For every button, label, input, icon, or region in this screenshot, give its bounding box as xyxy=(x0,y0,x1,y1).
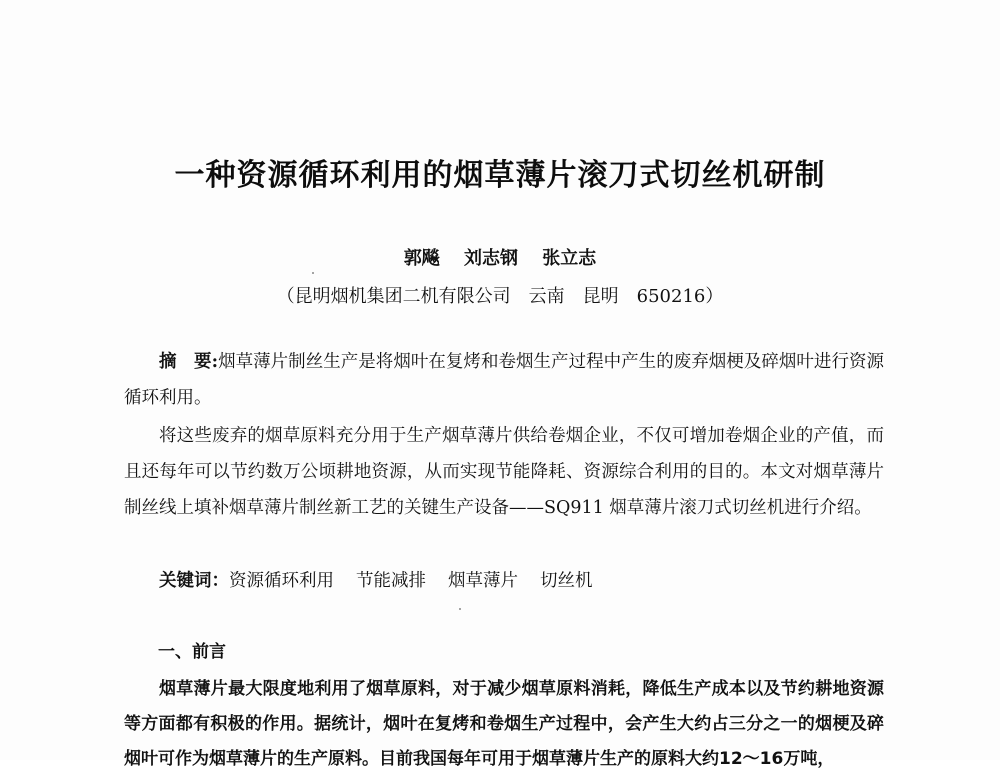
body-paragraph: 烟草薄片最大限度地利用了烟草原料，对于减少烟草原料消耗，降低生产成本以及节约耕地资源等方面都有积极的作用。据统计，烟叶在复烤和卷烟生产过程中，会产生大约占三分之一的烟梗及碎烟叶可作为烟草薄片的生产原料。目前我国每年可用于烟草薄片生产的原料大约12～16万吨， xyxy=(124,679,884,769)
abstract-text: 烟草薄片制丝生产是将烟叶在复烤和卷烟生产过程中产生的废弃烟梗及碎烟叶进行资源循环利用。 xyxy=(124,352,884,408)
scan-speck xyxy=(459,608,461,610)
keywords-label: 关键词： xyxy=(159,571,229,591)
abstract xyxy=(124,344,884,416)
author-name: 张立志 xyxy=(542,248,597,269)
abstract-paragraph-2: 将这些废弃的烟草原料充分用于生产烟草薄片供给卷烟企业，不仅可增加卷烟企业的产值，而且还每年可以节约数万公顷耕地资源，从而实现节能降耗、资源综合利用的目的。本文对烟草薄片制丝线上填补烟草薄片制丝新工艺的关键生产设备——SQ911 烟草薄片滚刀式切丝机进行介绍。 xyxy=(124,426,884,518)
keyword: 烟草薄片 xyxy=(448,571,518,591)
keywords xyxy=(124,563,884,599)
section-heading: 一、前言 xyxy=(158,642,226,662)
paper-title: 一种资源循环利用的烟草薄片滚刀式切丝机研制 xyxy=(174,158,826,193)
keyword: 资源循环利用 xyxy=(229,571,334,591)
affiliation: （昆明烟机集团二机有限公司 云南 昆明 650216） xyxy=(276,286,724,307)
keyword: 节能减排 xyxy=(356,571,426,591)
author-name: 刘志钢 xyxy=(464,248,518,269)
author-name: 郭飚 xyxy=(403,248,440,269)
author-list xyxy=(0,244,1000,270)
scan-speck xyxy=(312,272,314,274)
abstract-label: 摘 要: xyxy=(159,352,219,372)
keyword: 切丝机 xyxy=(540,571,593,591)
